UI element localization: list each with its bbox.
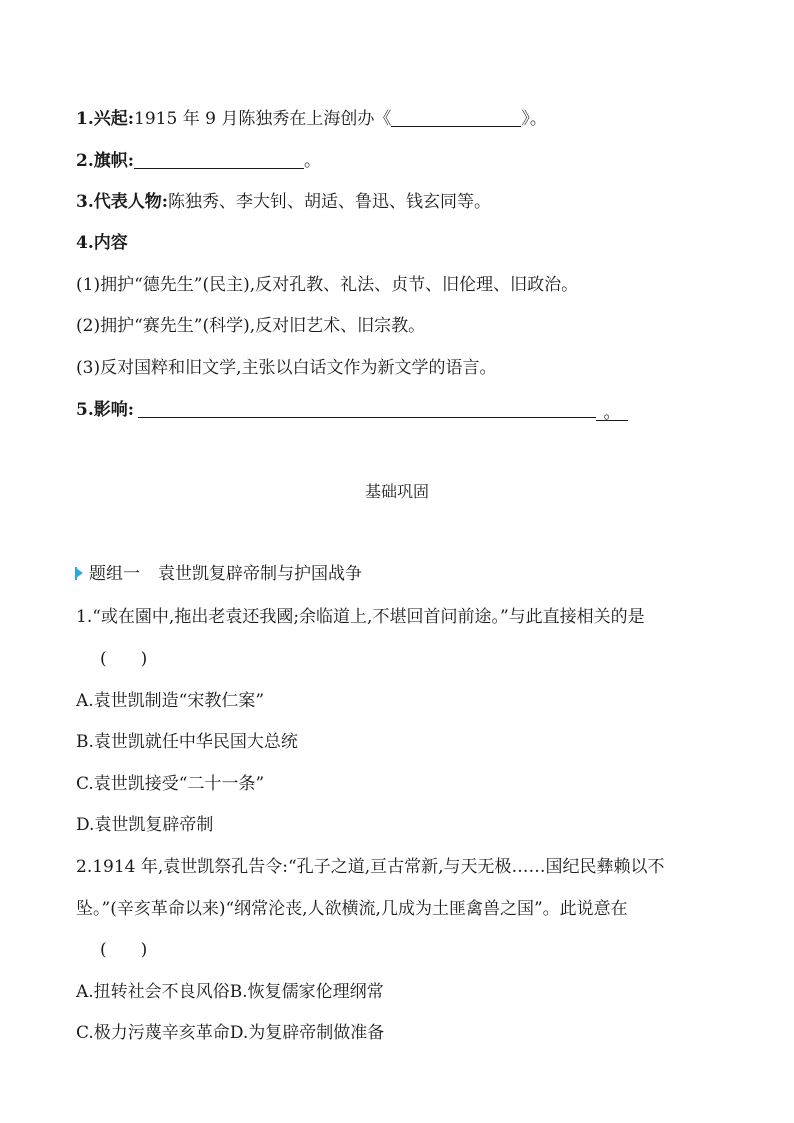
item-5-blank[interactable] — [138, 399, 596, 418]
question-1-paren[interactable]: ( ) — [100, 649, 148, 669]
question-1-stem: 1.“或在園中,拖出老袁还我國;余临道上,不堪回首问前途。”与此直接相关的是 — [76, 607, 645, 627]
question-2-options-row-2 — [76, 1022, 384, 1044]
item-1-blank[interactable] — [391, 108, 521, 127]
item-2 — [76, 150, 321, 172]
item-3-text: 陈独秀、李大钊、胡适、鲁迅、钱玄同等。 — [168, 192, 492, 212]
question-1-option-d[interactable]: D.袁世凯复辟帝制 — [76, 815, 214, 835]
question-1-option-c[interactable]: C.袁世凯接受“二十一条” — [76, 774, 265, 794]
group-prefix: 题组一 — [89, 564, 140, 584]
item-2-text-after: 。 — [304, 151, 322, 171]
question-2-option-b[interactable]: B.恢复儒家伦理纲常 — [229, 982, 384, 1002]
item-2-blank[interactable] — [134, 150, 304, 169]
item-1-label: 1.兴起: — [76, 109, 135, 129]
content-2: (2)拥护“赛先生”(科学),反对旧艺术、旧宗教。 — [76, 316, 426, 336]
section-title: 基础巩固 — [364, 482, 429, 501]
group-name: 袁世凯复辟帝制与护国战争 — [158, 564, 362, 584]
question-2-stem-line-2: 坠。”(辛亥革命以来)“纲常沦丧,人欲横流,几成为土匪禽兽之国”。此说意在 — [76, 899, 628, 919]
question-2-stem-line-1: 2.1914 年,袁世凯祭孔告令:“孔子之道,亘古常新,与天无极……国纪民彝赖以不 — [76, 857, 665, 877]
flag-icon — [76, 568, 83, 578]
question-1-option-b[interactable]: B.袁世凯就任中华民国大总统 — [76, 732, 298, 752]
item-2-label: 2.旗帜: — [76, 151, 135, 171]
question-2-paren[interactable]: ( ) — [100, 940, 148, 960]
content-3: (3)反对国粹和旧文学,主张以白话文作为新文学的语言。 — [76, 358, 497, 378]
question-2-options-row-1 — [76, 981, 384, 1003]
item-5-text-after: 。 — [596, 402, 628, 421]
item-3-label: 3.代表人物: — [76, 192, 169, 212]
item-5 — [76, 399, 628, 421]
question-2-option-c[interactable]: C.极力污蔑辛亥革命 — [76, 1023, 230, 1043]
item-1 — [76, 108, 547, 130]
item-4-label: 4.内容 — [76, 233, 128, 253]
group-title — [76, 563, 362, 585]
item-1-text: 1915 年 9 月陈独秀在上海创办《 — [134, 109, 392, 129]
question-2-option-d[interactable]: D.为复辟帝制做准备 — [229, 1023, 385, 1043]
content-1: (1)拥护“德先生”(民主),反对孔教、礼法、贞节、旧伦理、旧政治。 — [76, 275, 579, 295]
question-1-option-a[interactable]: A.袁世凯制造“宋教仁案” — [76, 691, 265, 711]
item-5-label: 5.影响: — [76, 400, 135, 420]
question-2-option-a[interactable]: A.扭转社会不良风俗 — [76, 982, 230, 1002]
item-1-text-after: 》。 — [521, 109, 547, 129]
item-3 — [76, 191, 491, 213]
